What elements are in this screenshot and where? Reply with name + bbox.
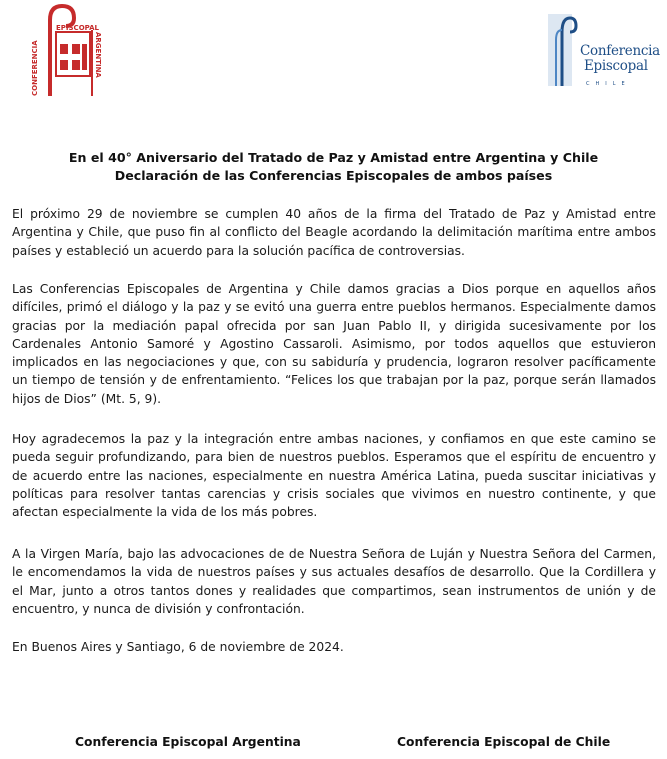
document-title: En el 40° Aniversario del Tratado de Paz y Amistad entre Argentina y Chile	[68, 150, 599, 165]
svg-text:CONFERENCIA: CONFERENCIA	[31, 40, 39, 96]
paragraph-3: Hoy agradecemos la paz y la integración entre ambas naciones, y confiamos en que este camino se pueda seguir profundizando, para bien de nuestros pueblos. Esperamos que el espíritu de encuentro y de acuerdo entre las naciones, especialmente en nuestra América Latina, pueda suscitar iniciativas y políticas para resolver tantas carencias y crisis sociales que vivimos en nuestro continente, y que afectan especialmente la vida de los más pobres.	[12, 432, 656, 520]
chile-logo-line2: Episcopal	[584, 58, 648, 74]
conferencia-episcopal-chile-logo	[546, 10, 658, 92]
signature-argentina: Conferencia Episcopal Argentina	[75, 735, 301, 749]
signature-chile: Conferencia Episcopal de Chile	[397, 735, 611, 749]
svg-text:EPISCOPAL: EPISCOPAL	[56, 24, 100, 32]
paragraph-4: A la Virgen María, bajo las advocaciones de de Nuestra Señora de Luján y Nuestra Señora del Carmen, le encomendamos la vida de nuestros países y sus actuales desafíos de desarrollo. Que la Cordillera y el Mar, junto a otros tantos dones y realidades que compartimos, sean instrumentos de unión y de encuentro, y nunca de división y confrontación.	[12, 547, 656, 616]
conferencia-episcopal-argentina-logo	[26, 0, 106, 100]
paragraph-1: El próximo 29 de noviembre se cumplen 40 años de la firma del Tratado de Paz y Amistad entre Argentina y Chile, que puso fin al conflicto del Beagle acordando la delimitación marítima entre ambos países y estableció un acuerdo para la solución pacífica de controversias.	[12, 207, 656, 258]
chile-logo-text	[580, 44, 660, 74]
argentina-emblem-icon	[26, 0, 106, 100]
chile-logo-line1: Conferencia	[580, 43, 660, 59]
document-subtitle: Declaración de las Conferencias Episcopales de ambos países	[114, 168, 553, 183]
paragraph-date: En Buenos Aires y Santiago, 6 de noviembre de 2024.	[12, 640, 344, 654]
paragraph-2: Las Conferencias Episcopales de Argentina y Chile damos gracias a Dios porque en aquellos años difíciles, primó el diálogo y la paz y se evitó una guerra entre pueblos hermanos. Especialmente damos gracias por la mediación papal ofrecida por san Juan Pablo II, y dirigida sucesivamente por los Cardenales Antonio Samoré y Agostino Cassaroli. Asimismo, por todos aquellos que estuvieron implicados en las negociaciones y que, con su sabiduría y prudencia, lograron resolver pacíficamente un tiempo de tensión y de enfrentamiento. “Felices los que trabajan por la paz, porque serán llamados hijos de Dios” (Mt. 5, 9).	[12, 282, 656, 406]
chile-logo-line3: CHILE	[586, 81, 631, 87]
svg-text:ARGENTINA: ARGENTINA	[94, 32, 102, 78]
chile-crozier-icon	[546, 10, 580, 90]
